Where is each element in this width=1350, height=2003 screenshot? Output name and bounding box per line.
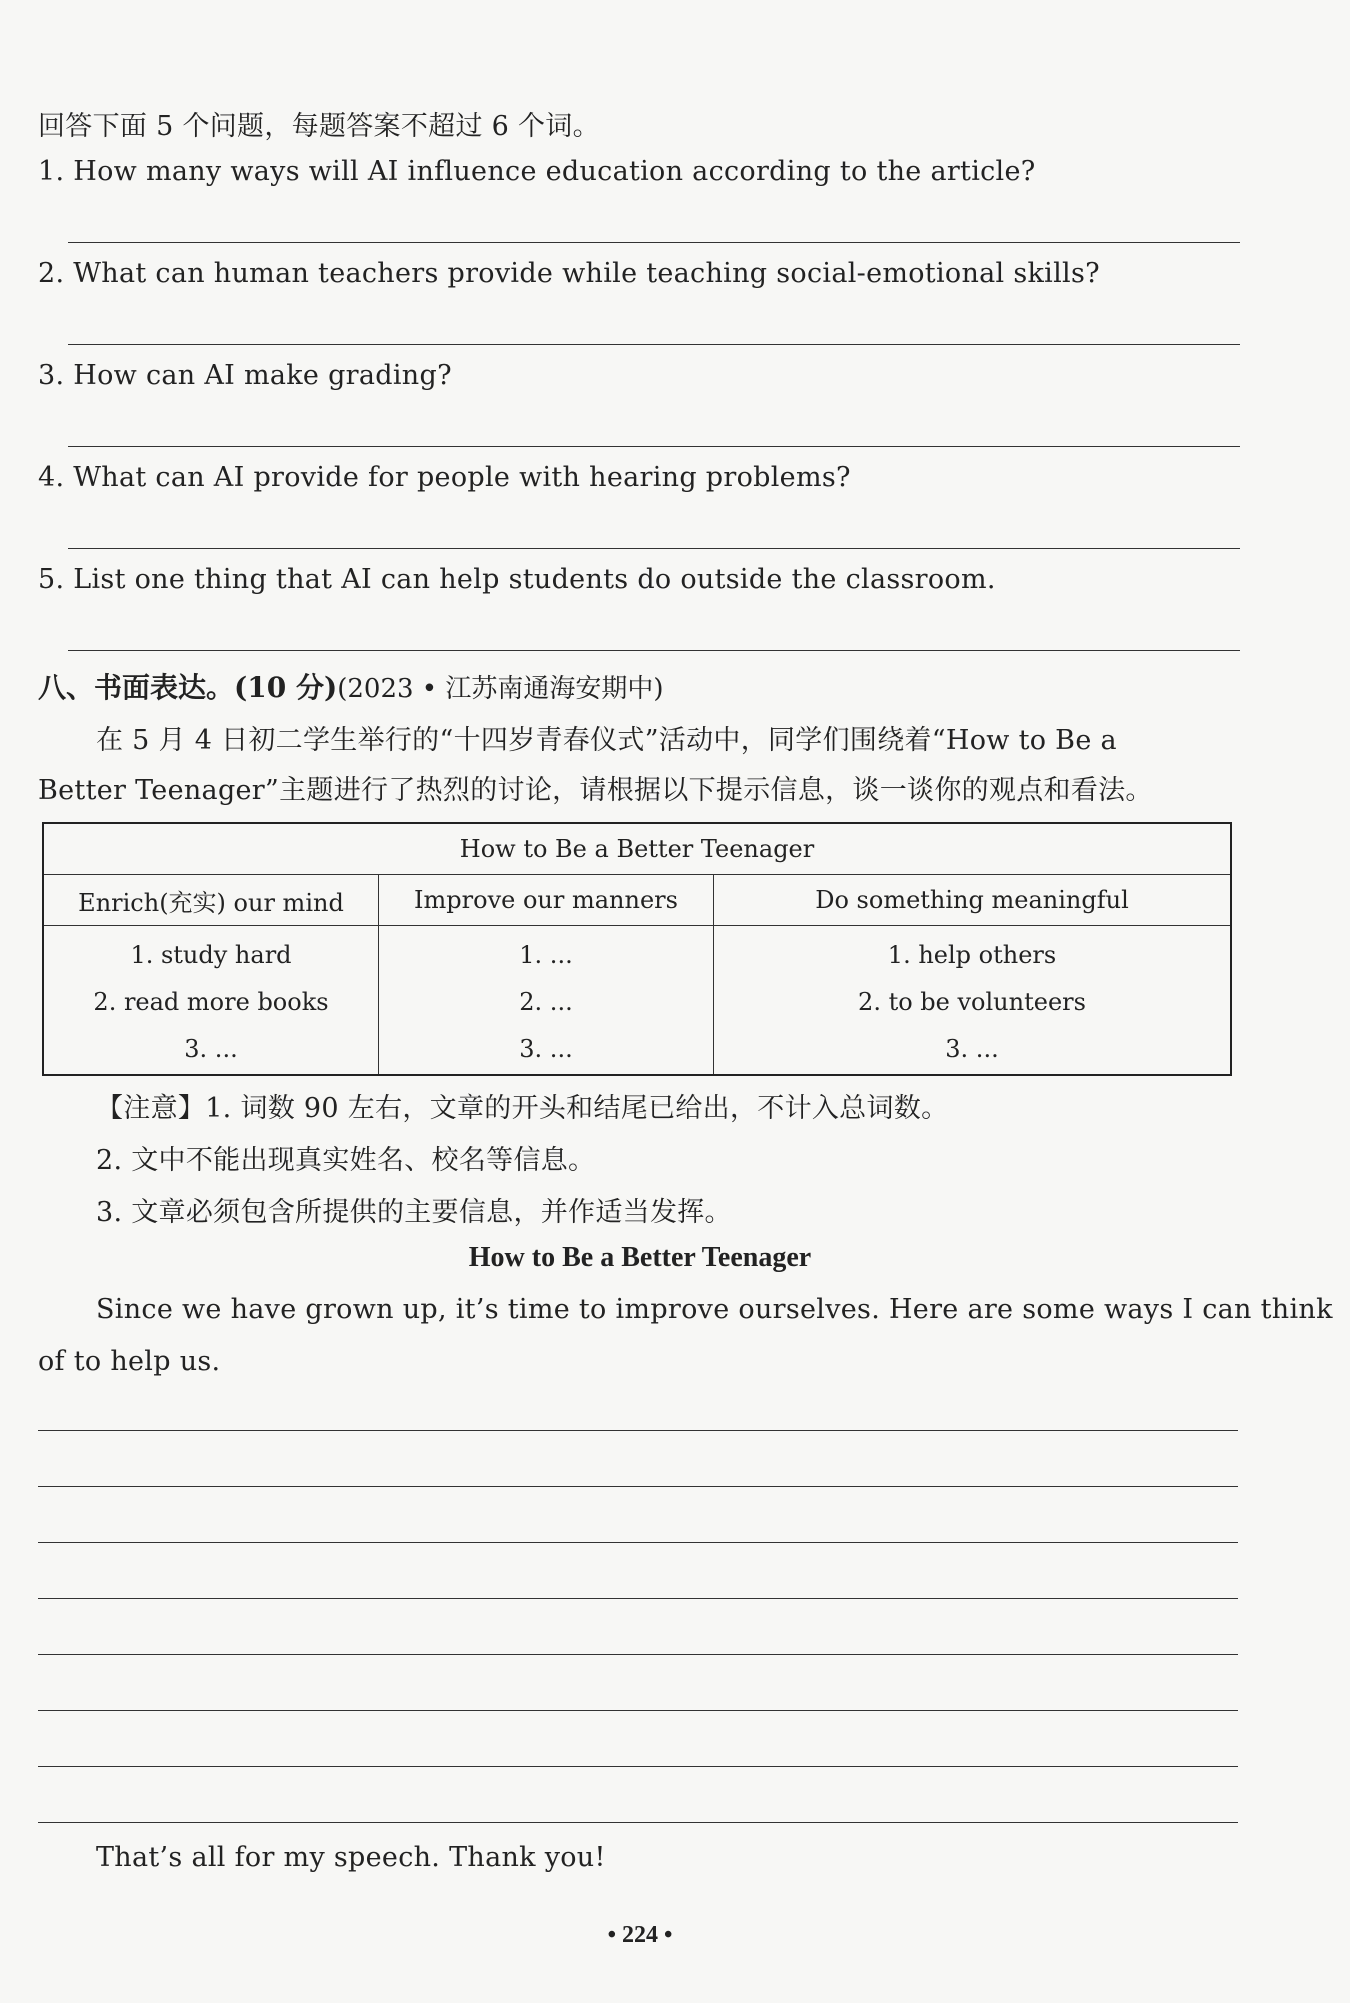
page-number: • 224 •: [607, 1922, 673, 1948]
hints-table: [42, 822, 1232, 1076]
writing-line[interactable]: [38, 1766, 1238, 1767]
writing-line[interactable]: [38, 1486, 1238, 1487]
writing-line[interactable]: [38, 1430, 1238, 1431]
question-4: 4. What can AI provide for people with hearing problems?: [38, 462, 851, 493]
writing-line[interactable]: [38, 1598, 1238, 1599]
question-1: 1. How many ways will AI influence education according to the article?: [38, 156, 1036, 187]
note-1: 【注意】1. 词数 90 左右，文章的开头和结尾已给出，不计入总词数。: [96, 1093, 949, 1124]
table-item: 3. ...: [945, 1035, 999, 1063]
table-item: 2. to be volunteers: [858, 988, 1086, 1016]
instructions: 回答下面 5 个问题，每题答案不超过 6 个词。: [38, 111, 600, 142]
table-title: How to Be a Better Teenager: [43, 823, 1231, 875]
section-title: 八、书面表达。(10 分): [38, 671, 338, 704]
writing-line[interactable]: [38, 1822, 1238, 1823]
table-item: 2. read more books: [93, 988, 329, 1016]
table-item: 2. ...: [519, 988, 573, 1016]
table-column-header: Improve our manners: [379, 875, 714, 926]
essay-opening-line-2: of to help us.: [38, 1346, 221, 1377]
answer-line-2[interactable]: [68, 344, 1240, 345]
answer-line-3[interactable]: [68, 446, 1240, 447]
table-cell: [714, 926, 1232, 1076]
section-source: (2023 • 江苏南通海安期中): [337, 674, 664, 704]
note-2: 2. 文中不能出现真实姓名、校名等信息。: [96, 1145, 596, 1176]
question-5: 5. List one thing that AI can help students do outside the classroom.: [38, 564, 996, 595]
table-item: 3. ...: [184, 1035, 238, 1063]
writing-line[interactable]: [38, 1710, 1238, 1711]
essay-closing: That’s all for my speech. Thank you!: [96, 1842, 606, 1873]
question-2: 2. What can human teachers provide while teaching social-emotional skills?: [38, 258, 1100, 289]
prompt-line-1: 在 5 月 4 日初二学生举行的“十四岁青春仪式”活动中，同学们围绕着“How to Be a: [96, 725, 1117, 756]
writing-line[interactable]: [38, 1654, 1238, 1655]
question-3: 3. How can AI make grading?: [38, 360, 452, 391]
prompt-line-2: Better Teenager”主题进行了热烈的讨论，请根据以下提示信息，谈一谈你的观点和看法。: [38, 775, 1153, 806]
table-item: 3. ...: [519, 1035, 573, 1063]
section-heading: [38, 666, 664, 706]
table-item: 1. study hard: [130, 941, 292, 969]
table-item: 1. ...: [519, 941, 573, 969]
table-column-header: Do something meaningful: [714, 875, 1232, 926]
essay-opening-line-1: Since we have grown up, it’s time to improve ourselves. Here are some ways I can think: [96, 1294, 1333, 1325]
answer-line-4[interactable]: [68, 548, 1240, 549]
table-item: 1. help others: [887, 941, 1057, 969]
writing-line[interactable]: [38, 1542, 1238, 1543]
answer-line-1[interactable]: [68, 242, 1240, 243]
table-cell: [43, 926, 379, 1076]
table-column-header: Enrich(充实) our mind: [43, 875, 379, 926]
note-3: 3. 文章必须包含所提供的主要信息，并作适当发挥。: [96, 1197, 732, 1228]
table-cell: [379, 926, 714, 1076]
essay-title: How to Be a Better Teenager: [468, 1242, 812, 1273]
answer-line-5[interactable]: [68, 650, 1240, 651]
